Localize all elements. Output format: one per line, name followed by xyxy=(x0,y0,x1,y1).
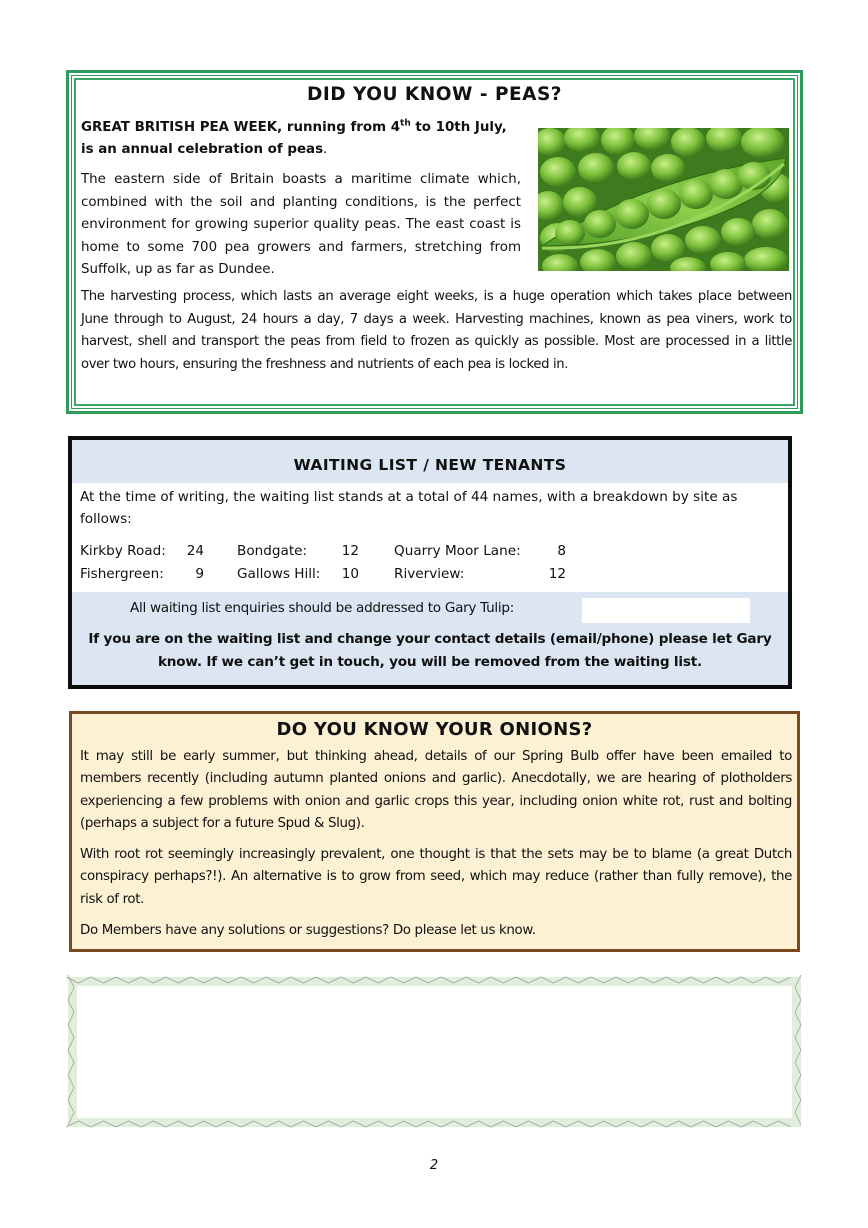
peas-intro xyxy=(81,117,521,161)
site-count: 8 xyxy=(557,543,566,559)
empty-decorative-frame xyxy=(68,977,801,1127)
waiting-list-intro: At the time of writing, the waiting list stands at a total of 44 names, with a breakdown by site as follows: xyxy=(80,489,738,527)
enquiries-text: All waiting list enquiries should be addressed to Gary Tulip: xyxy=(130,600,514,616)
site-name: Quarry Moor Lane: xyxy=(394,543,521,559)
peas-article-box xyxy=(66,70,803,414)
pea-week-period: . xyxy=(323,142,328,157)
pea-pod-image xyxy=(538,128,789,271)
pea-week-dates-part2: to 10th July, is an annual celebration of peas xyxy=(81,120,507,157)
site-count: 12 xyxy=(341,543,359,559)
peas-title: DID YOU KNOW - PEAS? xyxy=(306,84,563,105)
onions-article-box xyxy=(69,711,800,952)
redacted-contact-field xyxy=(582,598,750,623)
site-count: 12 xyxy=(548,565,566,582)
peas-paragraph-harvest: The harvesting process, which lasts an average eight weeks, is a huge operation which takes place between June through to August, 24 hours a day, 7 days a week. Harvesting machines, known as pea viners, work to harvest, shell and transport the peas from field to frozen as quickly as possible. Most are processed in a little over two hours, ensuring the freshness and nutrients of each pea is locked in. xyxy=(81,289,792,372)
pea-week-lead: GREAT BRITISH PEA WEEK xyxy=(81,120,278,135)
waiting-list-title: WAITING LIST / NEW TENANTS xyxy=(72,440,788,483)
pea-pod-photo-icon xyxy=(538,128,789,271)
site-name: Fishergreen: xyxy=(80,565,164,582)
site-name: Gallows Hill: xyxy=(237,565,321,582)
site-count: 9 xyxy=(195,565,204,582)
site-name: Bondgate: xyxy=(237,543,308,559)
pea-week-dates-part1: , running from 4 xyxy=(277,120,401,135)
pea-week-sup: th xyxy=(400,118,411,129)
site-name: Riverview: xyxy=(394,565,465,582)
site-count: 24 xyxy=(186,543,204,559)
peas-paragraph-climate: The eastern side of Britain boasts a maritime climate which, combined with the soil and planting conditions, is the perfect environment for growing superior quality peas. The east coast is home to some 700 pea growers and farmers, stretching from Suffolk, up as far as Dundee. xyxy=(81,172,521,277)
waiting-list-box xyxy=(68,436,792,689)
onions-paragraph: Do Members have any solutions or suggestions? Do please let us know. xyxy=(80,923,536,938)
page-number: 2 xyxy=(429,1158,439,1173)
site-count: 10 xyxy=(341,565,359,582)
onions-paragraph: It may still be early summer, but thinking ahead, details of our Spring Bulb offer have been emailed to members recently (including autumn planted onions and garlic). Anecdotally, we are hearing of plotholders experiencing a few problems with onion and garlic crops this year, including onion white rot, rust and bolting (perhaps a subject for a future Spud & Slug). xyxy=(80,749,792,831)
onions-paragraph: With root rot seemingly increasingly prevalent, one thought is that the sets may be to blame (a great Dutch conspiracy perhaps?!). An alternative is to grow from seed, which may reduce (rather than fully remove), the risk of rot. xyxy=(80,847,792,907)
contact-update-note: If you are on the waiting list and change your contact details (email/phone) please let Gary know. If we can’t get in touch, you will be removed from the waiting list. xyxy=(88,631,772,670)
site-name: Kirkby Road: xyxy=(80,543,166,559)
onions-title: DO YOU KNOW YOUR ONIONS? xyxy=(276,719,593,740)
waiting-list-footer xyxy=(72,592,788,685)
